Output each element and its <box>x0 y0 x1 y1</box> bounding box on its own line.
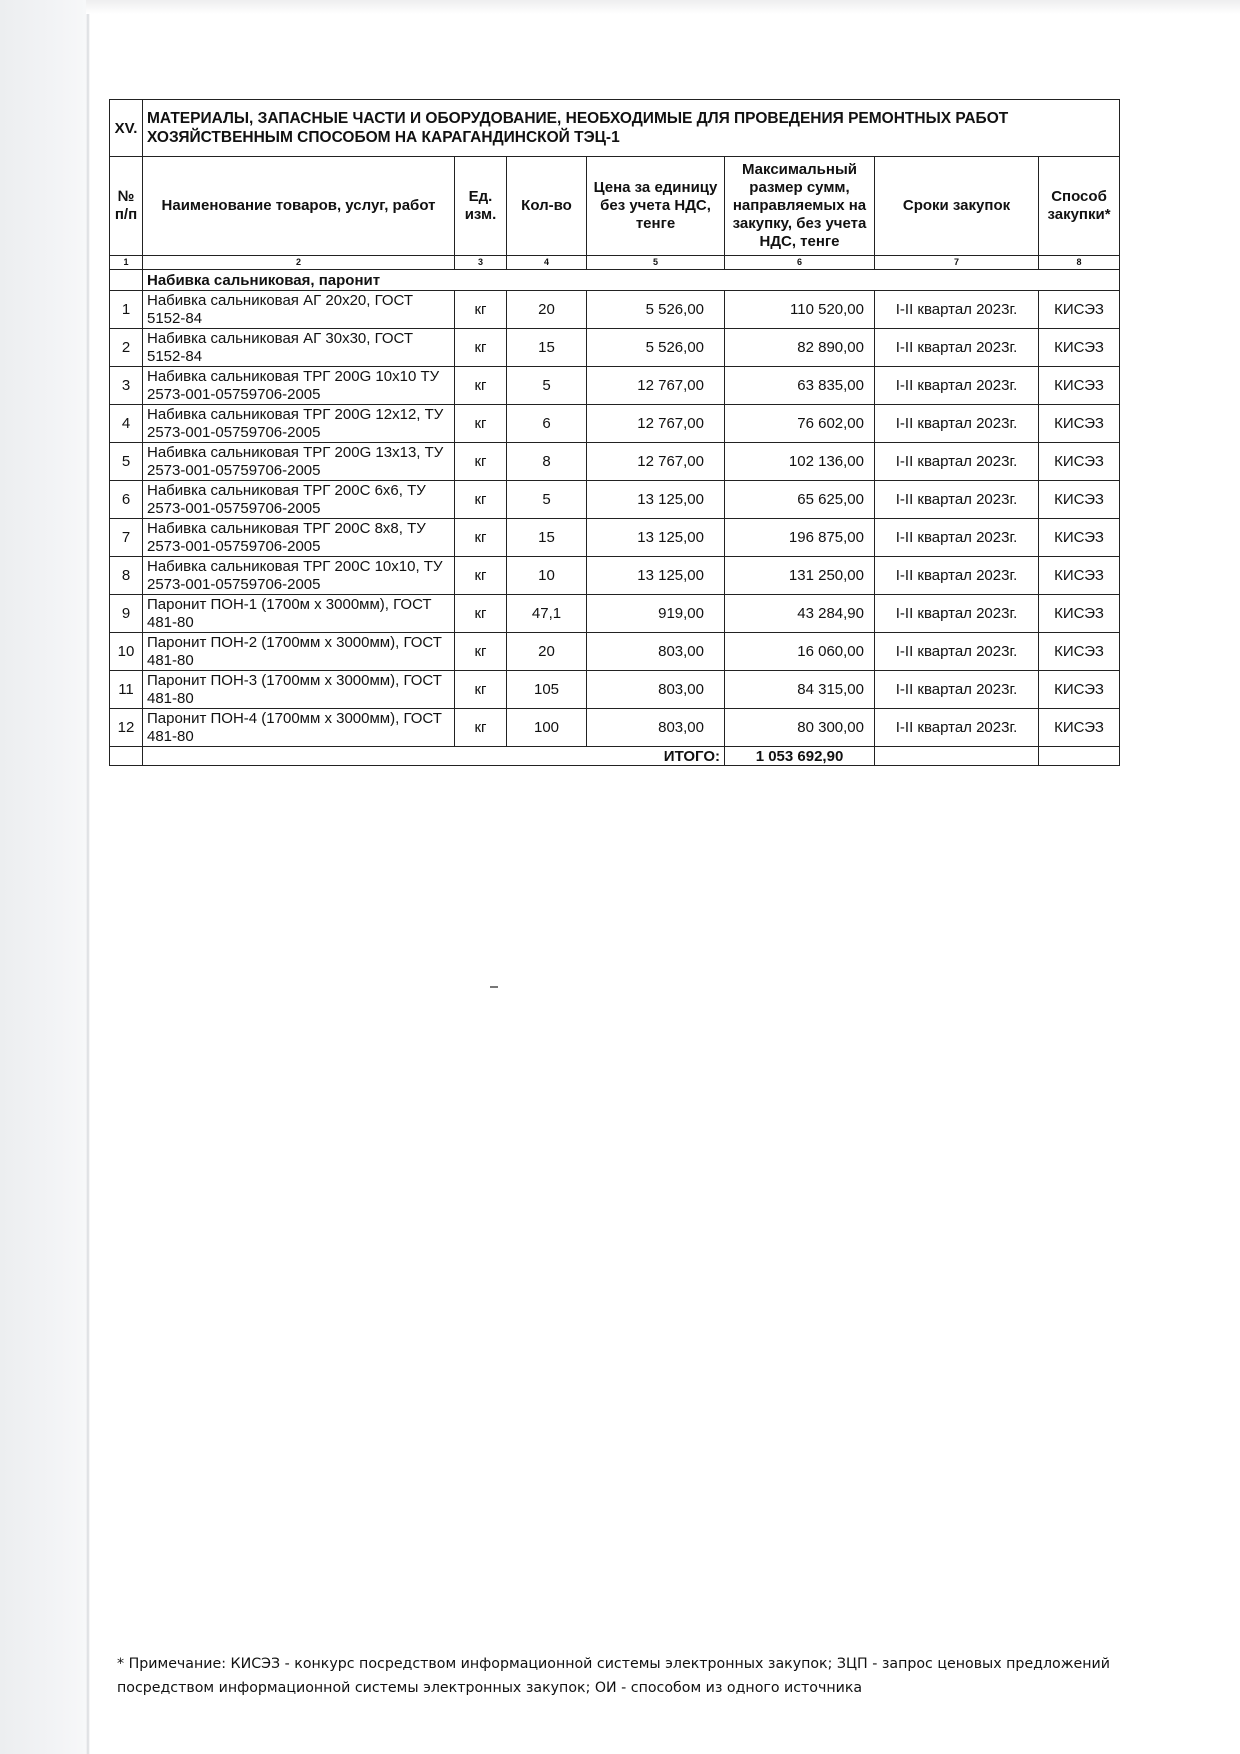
row-sum: 43 284,90 <box>725 595 875 633</box>
row-sum: 80 300,00 <box>725 709 875 747</box>
row-number: 12 <box>110 709 143 747</box>
group-title: Набивка сальниковая, паронит <box>143 270 1120 291</box>
row-number: 1 <box>110 291 143 329</box>
row-method: КИСЭЗ <box>1039 519 1120 557</box>
row-method: КИСЭЗ <box>1039 481 1120 519</box>
row-method: КИСЭЗ <box>1039 443 1120 481</box>
row-term: I-II квартал 2023г. <box>875 481 1039 519</box>
row-price: 12 767,00 <box>587 367 725 405</box>
col-index: 2 <box>143 256 455 270</box>
row-method: КИСЭЗ <box>1039 709 1120 747</box>
row-method: КИСЭЗ <box>1039 557 1120 595</box>
row-term: I-II квартал 2023г. <box>875 557 1039 595</box>
row-name: Набивка сальниковая ТРГ 200С 6х6, ТУ 2573-001-05759706-2005 <box>143 481 455 519</box>
row-number: 4 <box>110 405 143 443</box>
row-price: 13 125,00 <box>587 519 725 557</box>
row-name: Паронит ПОН-3 (1700мм х 3000мм), ГОСТ 481-80 <box>143 671 455 709</box>
row-name: Набивка сальниковая ТРГ 200G 10х10 ТУ 2573-001-05759706-2005 <box>143 367 455 405</box>
row-term: I-II квартал 2023г. <box>875 443 1039 481</box>
row-unit: кг <box>455 595 507 633</box>
row-term: I-II квартал 2023г. <box>875 595 1039 633</box>
row-name: Паронит ПОН-2 (1700мм х 3000мм), ГОСТ 481-80 <box>143 633 455 671</box>
table-row <box>110 367 1120 405</box>
table-row <box>110 405 1120 443</box>
col-header-unit: Ед. изм. <box>455 157 507 256</box>
row-name: Набивка сальниковая ТРГ 200G 12х12, ТУ 2573-001-05759706-2005 <box>143 405 455 443</box>
total-empty-cell <box>1039 747 1120 766</box>
table-row <box>110 557 1120 595</box>
col-header-price: Цена за единицу без учета НДС, тенге <box>587 157 725 256</box>
col-header-qty: Кол-во <box>507 157 587 256</box>
col-header-name: Наименование товаров, услуг, работ <box>143 157 455 256</box>
row-number: 6 <box>110 481 143 519</box>
row-name: Набивка сальниковая АГ 30х30, ГОСТ 5152-84 <box>143 329 455 367</box>
row-price: 5 526,00 <box>587 329 725 367</box>
table-row <box>110 595 1120 633</box>
row-sum: 110 520,00 <box>725 291 875 329</box>
row-qty: 20 <box>507 291 587 329</box>
row-qty: 105 <box>507 671 587 709</box>
row-sum: 82 890,00 <box>725 329 875 367</box>
table-row <box>110 291 1120 329</box>
row-qty: 100 <box>507 709 587 747</box>
col-header-number: № п/п <box>110 157 143 256</box>
row-method: КИСЭЗ <box>1039 329 1120 367</box>
col-header-method: Способ закупки* <box>1039 157 1120 256</box>
col-index: 1 <box>110 256 143 270</box>
row-qty: 15 <box>507 329 587 367</box>
row-name: Паронит ПОН-4 (1700мм х 3000мм), ГОСТ 481-80 <box>143 709 455 747</box>
row-price: 803,00 <box>587 633 725 671</box>
row-term: I-II квартал 2023г. <box>875 405 1039 443</box>
row-qty: 5 <box>507 367 587 405</box>
row-name: Набивка сальниковая ТРГ 200С 8х8, ТУ 2573-001-05759706-2005 <box>143 519 455 557</box>
row-unit: кг <box>455 557 507 595</box>
row-unit: кг <box>455 671 507 709</box>
row-sum: 16 060,00 <box>725 633 875 671</box>
row-qty: 6 <box>507 405 587 443</box>
row-unit: кг <box>455 709 507 747</box>
total-label: ИТОГО: <box>143 747 725 766</box>
group-row <box>110 270 1120 291</box>
section-title: МАТЕРИАЛЫ, ЗАПАСНЫЕ ЧАСТИ И ОБОРУДОВАНИЕ, НЕОБХОДИМЫЕ ДЛЯ ПРОВЕДЕНИЯ РЕМОНТНЫХ РАБОТ ХОЗЯЙСТВЕННЫМ СПОСОБОМ НА КАРАГАНДИНСКОЙ ТЭЦ-1 <box>143 100 1120 157</box>
row-term: I-II квартал 2023г. <box>875 329 1039 367</box>
row-term: I-II квартал 2023г. <box>875 367 1039 405</box>
row-qty: 5 <box>507 481 587 519</box>
section-header-row <box>110 100 1120 157</box>
row-sum: 63 835,00 <box>725 367 875 405</box>
col-index: 8 <box>1039 256 1120 270</box>
col-index: 7 <box>875 256 1039 270</box>
row-qty: 20 <box>507 633 587 671</box>
row-price: 803,00 <box>587 671 725 709</box>
col-index: 6 <box>725 256 875 270</box>
row-sum: 102 136,00 <box>725 443 875 481</box>
row-term: I-II квартал 2023г. <box>875 709 1039 747</box>
table-row <box>110 671 1120 709</box>
row-price: 803,00 <box>587 709 725 747</box>
table-row <box>110 519 1120 557</box>
row-method: КИСЭЗ <box>1039 405 1120 443</box>
row-name: Набивка сальниковая ТРГ 200С 10х10, ТУ 2573-001-05759706-2005 <box>143 557 455 595</box>
procurement-table <box>109 99 1120 766</box>
row-number: 9 <box>110 595 143 633</box>
row-qty: 8 <box>507 443 587 481</box>
footnote: * Примечание: КИСЭЗ - конкурс посредством информационной системы электронных закупок; ЗЦП - запрос ценовых предложений посредством информационной системы электронных закупок; ОИ - способом из одного источника <box>117 1656 1110 1696</box>
row-price: 12 767,00 <box>587 405 725 443</box>
row-number: 10 <box>110 633 143 671</box>
scan-edge-shadow <box>0 0 90 1754</box>
total-row <box>110 747 1120 766</box>
row-term: I-II квартал 2023г. <box>875 519 1039 557</box>
scan-top-shadow <box>86 0 1240 14</box>
row-method: КИСЭЗ <box>1039 671 1120 709</box>
row-sum: 196 875,00 <box>725 519 875 557</box>
row-price: 13 125,00 <box>587 481 725 519</box>
total-empty-cell <box>875 747 1039 766</box>
row-qty: 47,1 <box>507 595 587 633</box>
table-row <box>110 329 1120 367</box>
row-qty: 15 <box>507 519 587 557</box>
column-index-row <box>110 256 1120 270</box>
col-index: 3 <box>455 256 507 270</box>
table-row <box>110 481 1120 519</box>
table-row <box>110 633 1120 671</box>
row-method: КИСЭЗ <box>1039 367 1120 405</box>
row-unit: кг <box>455 367 507 405</box>
row-term: I-II квартал 2023г. <box>875 291 1039 329</box>
table-row <box>110 709 1120 747</box>
row-unit: кг <box>455 633 507 671</box>
row-unit: кг <box>455 291 507 329</box>
row-sum: 131 250,00 <box>725 557 875 595</box>
row-price: 13 125,00 <box>587 557 725 595</box>
row-number: 5 <box>110 443 143 481</box>
total-value: 1 053 692,90 <box>725 747 875 766</box>
row-number: 2 <box>110 329 143 367</box>
col-index: 4 <box>507 256 587 270</box>
row-term: I-II квартал 2023г. <box>875 671 1039 709</box>
row-name: Набивка сальниковая ТРГ 200G 13х13, ТУ 2573-001-05759706-2005 <box>143 443 455 481</box>
row-unit: кг <box>455 481 507 519</box>
row-unit: кг <box>455 405 507 443</box>
row-qty: 10 <box>507 557 587 595</box>
row-unit: кг <box>455 329 507 367</box>
row-name: Паронит ПОН-1 (1700м х 3000мм), ГОСТ 481-80 <box>143 595 455 633</box>
row-price: 919,00 <box>587 595 725 633</box>
scan-speck <box>490 986 498 988</box>
group-empty-cell <box>110 270 143 291</box>
row-number: 3 <box>110 367 143 405</box>
row-number: 7 <box>110 519 143 557</box>
col-index: 5 <box>587 256 725 270</box>
row-price: 5 526,00 <box>587 291 725 329</box>
table-row <box>110 443 1120 481</box>
column-header-row <box>110 157 1120 256</box>
total-empty-cell <box>110 747 143 766</box>
row-unit: кг <box>455 519 507 557</box>
row-term: I-II квартал 2023г. <box>875 633 1039 671</box>
col-header-max-sum: Максимальный размер сумм, направляемых на закупку, без учета НДС, тенге <box>725 157 875 256</box>
row-sum: 84 315,00 <box>725 671 875 709</box>
section-number: XV. <box>110 100 143 157</box>
row-method: КИСЭЗ <box>1039 595 1120 633</box>
row-sum: 76 602,00 <box>725 405 875 443</box>
row-number: 8 <box>110 557 143 595</box>
row-sum: 65 625,00 <box>725 481 875 519</box>
row-price: 12 767,00 <box>587 443 725 481</box>
row-method: КИСЭЗ <box>1039 291 1120 329</box>
row-method: КИСЭЗ <box>1039 633 1120 671</box>
row-number: 11 <box>110 671 143 709</box>
col-header-term: Сроки закупок <box>875 157 1039 256</box>
row-name: Набивка сальниковая АГ 20х20, ГОСТ 5152-84 <box>143 291 455 329</box>
row-unit: кг <box>455 443 507 481</box>
